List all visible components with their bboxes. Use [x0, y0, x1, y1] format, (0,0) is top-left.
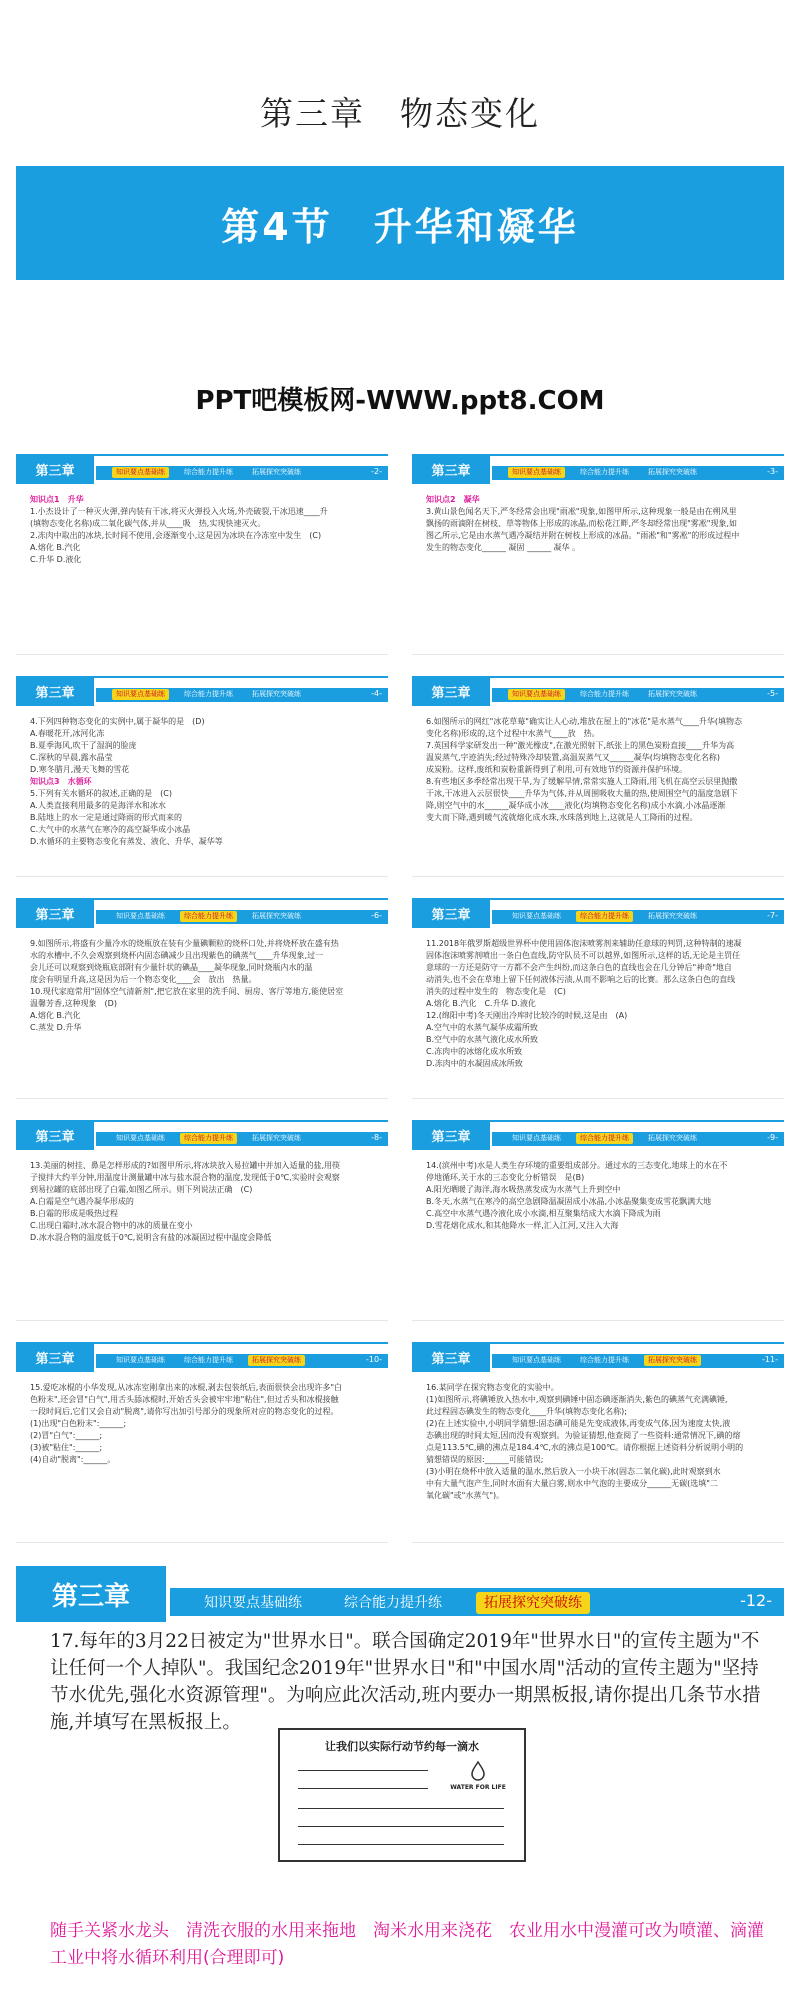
slide-body [30, 1382, 376, 1466]
page-number: -2- [371, 467, 382, 476]
text-line: A.熔化 B.汽化 C.升华 D.液化 [426, 999, 536, 1008]
question-17: 17.每年的3月22日被定为"世界水日"。联合国确定2019年"世界水日"的宣传主题为"不让任何一个人掉队"。我国纪念2019年"世界水日"和"中国水周"活动的宣传主题为"坚持节水优先,强化水资源管理"。为响应此次活动,班内要办一期黑板报,请你提出几条节水措施,并填写在黑板报上。 [50, 1631, 761, 1733]
tab-1[interactable]: 综合能力提升练 [580, 690, 629, 698]
text-line: C.高空中水蒸气遇冷液化成小水滴,相互聚集结成大水滴下降成为雨 [426, 1209, 661, 1218]
text-line: 10.现代家庭常用"固体空气清新剂",把它放在家里的洗手间、厨房、客厅等地方,能使居室 [30, 987, 344, 996]
slide-body [30, 716, 376, 848]
text-line: 色粉末",还会冒"白气",用舌头舔冰棍时,开始舌头会被牢牢地"粘住",但过舌头和冰棍接触 [30, 1395, 339, 1404]
text-line: 14.(滨州中考)水是人类生存环境的重要组成部分。通过水的三态变化,地球上的水在不 [426, 1161, 728, 1170]
text-line: 13.美丽的树挂、鼻是怎样形成的?如图甲所示,将冰块放入易拉罐中并加入适量的盐,用筷 [30, 1161, 341, 1170]
tab-1[interactable]: 综合能力提升练 [580, 1356, 629, 1364]
text-line: 发生的物态变化______ 凝固 ______ 凝华 。 [426, 543, 581, 552]
section-title: 第4节 升华和凝华 [221, 204, 579, 249]
text-line: D.水循环的主要物态变化有蒸发、液化、升华、凝华等 [30, 837, 223, 846]
tab-0[interactable]: 知识要点基础练 [512, 1356, 561, 1364]
text-line: 知识点3 水循环 [30, 777, 92, 786]
section-banner [16, 166, 784, 280]
text-line: 12.(绵阳中考)冬天刚出冷库时比较冷的时候,这是由 (A) [426, 1011, 628, 1020]
text-line: 中有大量气泡产生,同时水面有大量白雾,则水中气泡的主要成分______无碳(选填"二 [426, 1479, 718, 1488]
text-line: 猜想错误的原因:______可能错误; [426, 1455, 544, 1464]
text-line: 4.下列四种物态变化的实例中,属于凝华的是 (D) [30, 717, 205, 726]
text-line: 3.黄山景色闻名天下,严冬经常会出现"雨凇"现象,如图甲所示,这种现象一般是由在朔风里 [426, 507, 737, 516]
text-line: 水的水槽中,不久会观察到烧杯内固态碘减少且出现紫色的碘蒸气____升华现象,过一 [30, 951, 324, 960]
blackboard [278, 1728, 526, 1862]
slide-4 [16, 676, 388, 877]
answer-17: 随手关紧水龙头 清洗衣服的水用来拖地 淘米水用来浇花 农业用水中漫灌可改为喷灌、滴灌 工业中将水循环利用(合理即可) [50, 1921, 781, 1968]
text-line: A.人类直接利用最多的是海洋水和冰水 [30, 801, 166, 810]
text-line: A.阳光晒暖了海洋,海水吸热蒸发成为水蒸气上升到空中 [426, 1185, 621, 1194]
board-line [298, 1844, 504, 1845]
slide-7 [412, 898, 784, 1099]
tab-improve[interactable]: 综合能力提升练 [344, 1595, 442, 1611]
text-line: D.冻肉中的水凝固成冰所致 [426, 1059, 523, 1068]
board-line [298, 1788, 428, 1789]
text-line: B.冬天,水蒸气在寒冷的高空急剧降温凝固成小冰晶,小冰晶聚集变成雪花飘满大地 [426, 1197, 712, 1206]
text-line: (2)在上述实验中,小明同学猜想:固态碘可能是先变成液体,再变成气体,因为速度太快,液 [426, 1419, 731, 1428]
text-line: 图乙所示,它是由水蒸气遇冷凝结并附在树枝上形成的冰晶。"雨凇"和"雾凇"的形成过程中 [426, 531, 740, 540]
tab-2[interactable]: 拓展探究突破练 [252, 912, 301, 920]
text-line: A.春暖花开,冰河化冻 [30, 729, 105, 738]
text-line: 意球的一方还是防守一方都不会产生纠纷,而这条白色的直线也会在几分钟后"神奇"地自 [426, 963, 732, 972]
text-line: (3)小明在烧杯中放入适量的温水,然后放入一小块干冰(固态二氧化碳),此时观察到水 [426, 1467, 721, 1476]
page-number: -5- [767, 689, 778, 698]
board-title: 让我们以实际行动节约每一滴水 [325, 1740, 479, 1753]
page-number: -6- [371, 911, 382, 920]
slide-2 [16, 454, 388, 655]
chapter-label: 第三章 [16, 454, 94, 484]
slide-body [426, 1382, 772, 1502]
text-line: 氧化碳"或"水蒸气")。 [426, 1491, 505, 1500]
text-line: 15.爱吃冰棍的小华发现,从冰冻室刚拿出来的冰棍,剥去包装纸后,表面很快会出现许多"白 [30, 1383, 343, 1392]
chapter-label: 第三章 [412, 1342, 490, 1372]
tab-1[interactable]: 综合能力提升练 [184, 468, 233, 476]
tab-2[interactable]: 拓展探究突破练 [648, 468, 697, 476]
text-line: 动消失,也不会在草地上留下任何液体污渍,从而不影响之后的比赛。那么这条白色的直线 [426, 975, 736, 984]
slide-8 [16, 1120, 388, 1321]
text-line: (1)出现"白色粉末":______; [30, 1419, 127, 1428]
text-line: 消失的过程中发生的 物态变化是 (C) [426, 987, 566, 996]
text-line: A.白霜是空气遇冷凝华形成的 [30, 1197, 134, 1206]
tab-0[interactable]: 知识要点基础练 [116, 912, 165, 920]
text-line: 1.小杰设计了一种灭火弹,弹内装有干冰,将灭火弹投入火场,外壳破裂,干冰迅速____升 [30, 507, 328, 516]
text-line: C.大气中的水蒸气在寒冷的高空凝华成小冰晶 [30, 825, 191, 834]
text-line: B.陆地上的水一定是通过降雨的形式而来的 [30, 813, 183, 822]
chapter-label: 第三章 [16, 1342, 94, 1372]
slide-body [30, 494, 376, 566]
slide-10 [16, 1342, 388, 1543]
slide-body [426, 1160, 772, 1232]
tab-0[interactable]: 知识要点基础练 [116, 1134, 165, 1142]
tab-2[interactable]: 拓展探究突破练 [648, 1134, 697, 1142]
tab-0[interactable]: 知识要点基础练 [508, 689, 565, 700]
text-line: (4)自动"脱离":______。 [30, 1455, 116, 1464]
slide-body [426, 494, 772, 554]
text-line: B.夏季海风,吹干了湿润的脸庞 [30, 741, 137, 750]
chapter-label: 第三章 [16, 676, 94, 706]
chapter-label: 第三章 [412, 454, 490, 484]
text-line: 2.冻肉中取出的冰块,长时间不使用,会逐渐变小,这是因为冰块在冷冻室中发生 (C) [30, 531, 322, 540]
text-line: A.熔化 B.汽化 [30, 543, 81, 552]
tab-0[interactable]: 知识要点基础练 [116, 1356, 165, 1364]
slide-3 [412, 454, 784, 655]
tab-1[interactable]: 综合能力提升练 [184, 690, 233, 698]
tab-1[interactable]: 综合能力提升练 [184, 1356, 233, 1364]
tab-2[interactable]: 拓展探究突破练 [644, 1355, 701, 1366]
text-line: 一段时间后,它们又会自动"脱离",请你写出加引号部分的现象所对应的物态变化的过程。 [30, 1407, 339, 1416]
slide-12 [16, 1566, 784, 2006]
chapter-label: 第三章 [16, 1566, 166, 1622]
text-line: 度会有明显升高,这是因为后一个物态变化____会 放出 热量。 [30, 975, 257, 984]
tab-2[interactable]: 拓展探究突破练 [252, 690, 301, 698]
text-line: 8.有些地区多季经常出现干旱,为了缓解旱情,常常实施人工降雨,用飞机在高空云层里抛撒 [426, 777, 738, 786]
chapter-label: 第三章 [412, 898, 490, 928]
text-line: C.升华 D.液化 [30, 555, 82, 564]
text-line: 变大而下降,遇到暖气流就熔化成水珠,水珠落到地上,这就是人工降雨的过程。 [426, 813, 698, 822]
text-line: 点是113.5℃,碘的沸点是184.4℃,水的沸点是100℃。请你根据上述资料分析说明小明的 [426, 1443, 744, 1452]
tab-extend[interactable]: 拓展探究突破练 [476, 1592, 590, 1614]
text-line: D.冰水混合物的温度低于0℃,说明含有盐的冰凝固过程中温度会降低 [30, 1233, 272, 1242]
slide-5 [412, 676, 784, 877]
text-line: (2)冒"白气":______; [30, 1431, 103, 1440]
text-line: D.寒冬腊月,漫天飞舞的雪花 [30, 765, 130, 774]
water-for-life-logo [448, 1760, 508, 1791]
tab-2[interactable]: 拓展探究突破练 [252, 1134, 301, 1142]
text-line: 会儿还可以观察到烧瓶底部附有少量针状的碘晶____凝华现象,同时烧瓶内水的温 [30, 963, 313, 972]
tab-1[interactable]: 综合能力提升练 [180, 911, 237, 922]
text-line: 6.如图所示的网红"冰花草莓"确实让人心动,堆放在屋上的"冰花"是水蒸气____升华(填物态 [426, 717, 743, 726]
page-number: -8- [371, 1133, 382, 1142]
chapter-label: 第三章 [16, 898, 94, 928]
board-line [298, 1808, 504, 1809]
text-line: 子搅拌大约半分钟,用温度计测量罐中冰与盐水混合物的温度,发现低于0℃,实验时会观察 [30, 1173, 340, 1182]
text-line: 停地循环,关于水的三态变化分析错误 是(B) [426, 1173, 585, 1182]
page-number: -3- [767, 467, 778, 476]
page-number: -9- [767, 1133, 778, 1142]
text-line: A.熔化 B.汽化 [30, 1011, 81, 1020]
tab-2[interactable]: 拓展探究突破练 [248, 1355, 305, 1366]
text-line: 固体泡沫喷雾剂喷出一条白色直线,防守队员不可以越界,如图所示,这样的话,无论是主罚任 [426, 951, 741, 960]
slide-6 [16, 898, 388, 1099]
text-line: 7.英国科学家研发出一种"激光橡皮",在激光照射下,纸张上的黑色炭粉直接____升华为高 [426, 741, 735, 750]
slide-body [30, 938, 376, 1034]
chapter-label: 第三章 [412, 676, 490, 706]
text-line: 温炭蒸气,字迹消失;经过特殊冷却装置,高温炭蒸气又______凝华(均填物态变化名称) [426, 753, 721, 762]
text-line: (填物态变化名称)成二氧化碳气体,并从____吸 热,实现快速灭火。 [30, 519, 266, 528]
text-line: D.雪花熔化成水,和其他降水一样,汇入江河,又注入大海 [426, 1221, 619, 1230]
watermark: PPT吧模板网-WWW.ppt8.COM [195, 386, 605, 416]
tab-2[interactable]: 拓展探究突破练 [252, 468, 301, 476]
text-line: C.出现白霜时,冰水混合物中的冰的质量在变小 [30, 1221, 193, 1230]
text-line: (1)如图所示,将碘锤放入热水中,观察到碘锤中固态碘逐渐消失,紫色的碘蒸气充满碘锤, [426, 1395, 728, 1404]
text-line: 成炭粉。这样,废纸和炭粉重新得到了利用,可有效地节约资源并保护环境。 [426, 765, 688, 774]
text-line: (3)被"粘住":______; [30, 1443, 103, 1452]
board-line [298, 1826, 504, 1827]
slide-body [426, 716, 772, 824]
text-line: 知识点1 升华 [30, 495, 84, 504]
text-line: 态碘出现的时间太短,因而没有观察到。为验证猜想,他查阅了一些资料:通常情况下,碘的熔 [426, 1431, 741, 1440]
tab-1[interactable]: 综合能力提升练 [576, 911, 633, 922]
text-line: 到易拉罐的底部出现了白霜,如图乙所示。则下列说法正确 (C) [30, 1185, 253, 1194]
text-line: B.白霜的形成是吸热过程 [30, 1209, 119, 1218]
tab-0[interactable]: 知识要点基础练 [512, 912, 561, 920]
text-line: A.空气中的水蒸气凝华成霜所致 [426, 1023, 538, 1032]
text-line: C.蒸发 D.升华 [30, 1023, 82, 1032]
tab-0[interactable]: 知识要点基础练 [508, 467, 565, 478]
tab-1[interactable]: 综合能力提升练 [576, 1133, 633, 1144]
text-line: 干冰,干冰进入云层很快____升华为气体,并从周围吸收大量的热,使周围空气的温度急剧下 [426, 789, 738, 798]
page-number: -10- [366, 1355, 382, 1364]
tab-2[interactable]: 拓展探究突破练 [648, 912, 697, 920]
text-line: C.冻肉中的冰熔化成水所致 [426, 1047, 523, 1056]
slide-body [426, 938, 772, 1070]
board-line [298, 1770, 428, 1771]
text-line: C.深秋的早晨,露水晶莹 [30, 753, 113, 762]
tab-0[interactable]: 知识要点基础练 [112, 467, 169, 478]
tab-0[interactable]: 知识要点基础练 [512, 1134, 561, 1142]
chapter-label: 第三章 [412, 1120, 490, 1150]
page-number: -11- [762, 1355, 778, 1364]
slide-9 [412, 1120, 784, 1321]
tab-basic[interactable]: 知识要点基础练 [204, 1595, 302, 1611]
text-line: 9.如图所示,将盛有少量冷水的烧瓶放在装有少量碘颗粒的烧杯口处,并将烧杯放在盛有热 [30, 939, 339, 948]
tab-1[interactable]: 综合能力提升练 [580, 468, 629, 476]
logo-text: WATER FOR LIFE [450, 1784, 506, 1791]
page-number: -7- [767, 911, 778, 920]
text-line: 5.下列有关水循环的叙述,正确的是 (C) [30, 789, 173, 798]
text-line: 此过程固态碘发生的物态变化____升华(填物态变化名称); [426, 1407, 627, 1416]
page-number: -12- [740, 1591, 772, 1610]
text-line: 降,则空气中的水______凝华成小冰____液化(均填物态变化名称)成小水滴,小冰晶逐渐 [426, 801, 726, 810]
text-line: 知识点2 凝华 [426, 495, 480, 504]
text-line: 温馨芳香,这种现象 (D) [30, 999, 117, 1008]
tab-2[interactable]: 拓展探究突破练 [648, 690, 697, 698]
text-line: 变化名称)形成的,这个过程中水蒸气____放 热。 [426, 729, 600, 738]
chapter-label: 第三章 [16, 1120, 94, 1150]
text-line: 11.2018年俄罗斯超级世界杯中使用固体泡沫喷雾剂来辅助任意球的判罚,这种特制的速凝 [426, 939, 742, 948]
text-line: B.空气中的水蒸气液化成水所致 [426, 1035, 539, 1044]
page-number: -4- [371, 689, 382, 698]
tab-0[interactable]: 知识要点基础练 [112, 689, 169, 700]
slide-11 [412, 1342, 784, 1543]
chapter-title: 第三章 物态变化 [260, 94, 540, 133]
slide-body [30, 1160, 376, 1244]
text-line: 飘扬的雨滴附在树枝、草等物体上形成的冰晶,而松花江畔,严冬却经常出现"雾凇"现象,如 [426, 519, 737, 528]
tab-1[interactable]: 综合能力提升练 [180, 1133, 237, 1144]
text-line: 16.某同学在探究物态变化的实验中。 [426, 1383, 559, 1392]
